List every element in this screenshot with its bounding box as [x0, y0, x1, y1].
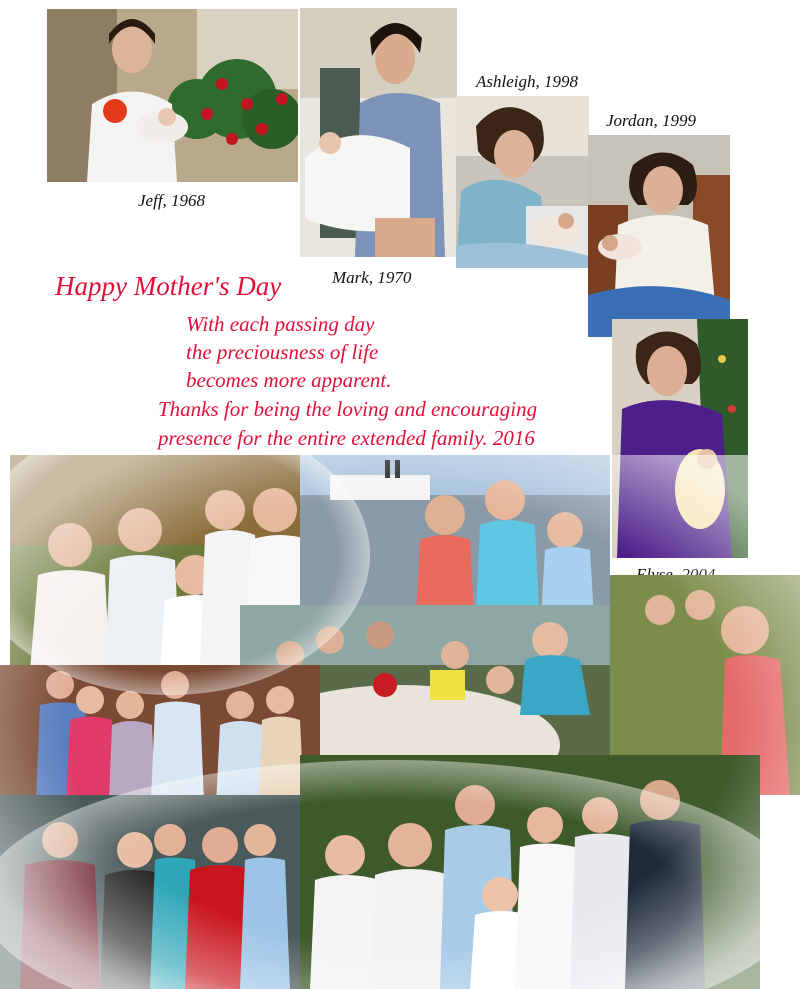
greeting-line-2: the preciousness of life	[186, 340, 379, 364]
photo-jeff-1968	[47, 9, 298, 182]
photo-mark-1970	[300, 8, 457, 257]
greeting-title: Happy Mother's Day	[55, 271, 282, 301]
greeting-line-5: presence for the entire extended family. 2016	[158, 426, 535, 450]
greeting-line-1: With each passing day	[186, 312, 375, 336]
caption-jeff: Jeff, 1968	[138, 191, 206, 210]
caption-mark: Mark, 1970	[332, 268, 412, 287]
caption-ashleigh: Ashleigh, 1998	[476, 72, 578, 91]
photo-ashleigh-1998	[456, 96, 589, 268]
family-collage	[0, 455, 800, 989]
greeting-line-3: becomes more apparent.	[186, 368, 392, 392]
caption-jordan: Jordan, 1999	[606, 111, 697, 130]
photo-jordan-1999	[588, 135, 730, 337]
greeting-line-4: Thanks for being the loving and encouraging	[158, 397, 538, 421]
